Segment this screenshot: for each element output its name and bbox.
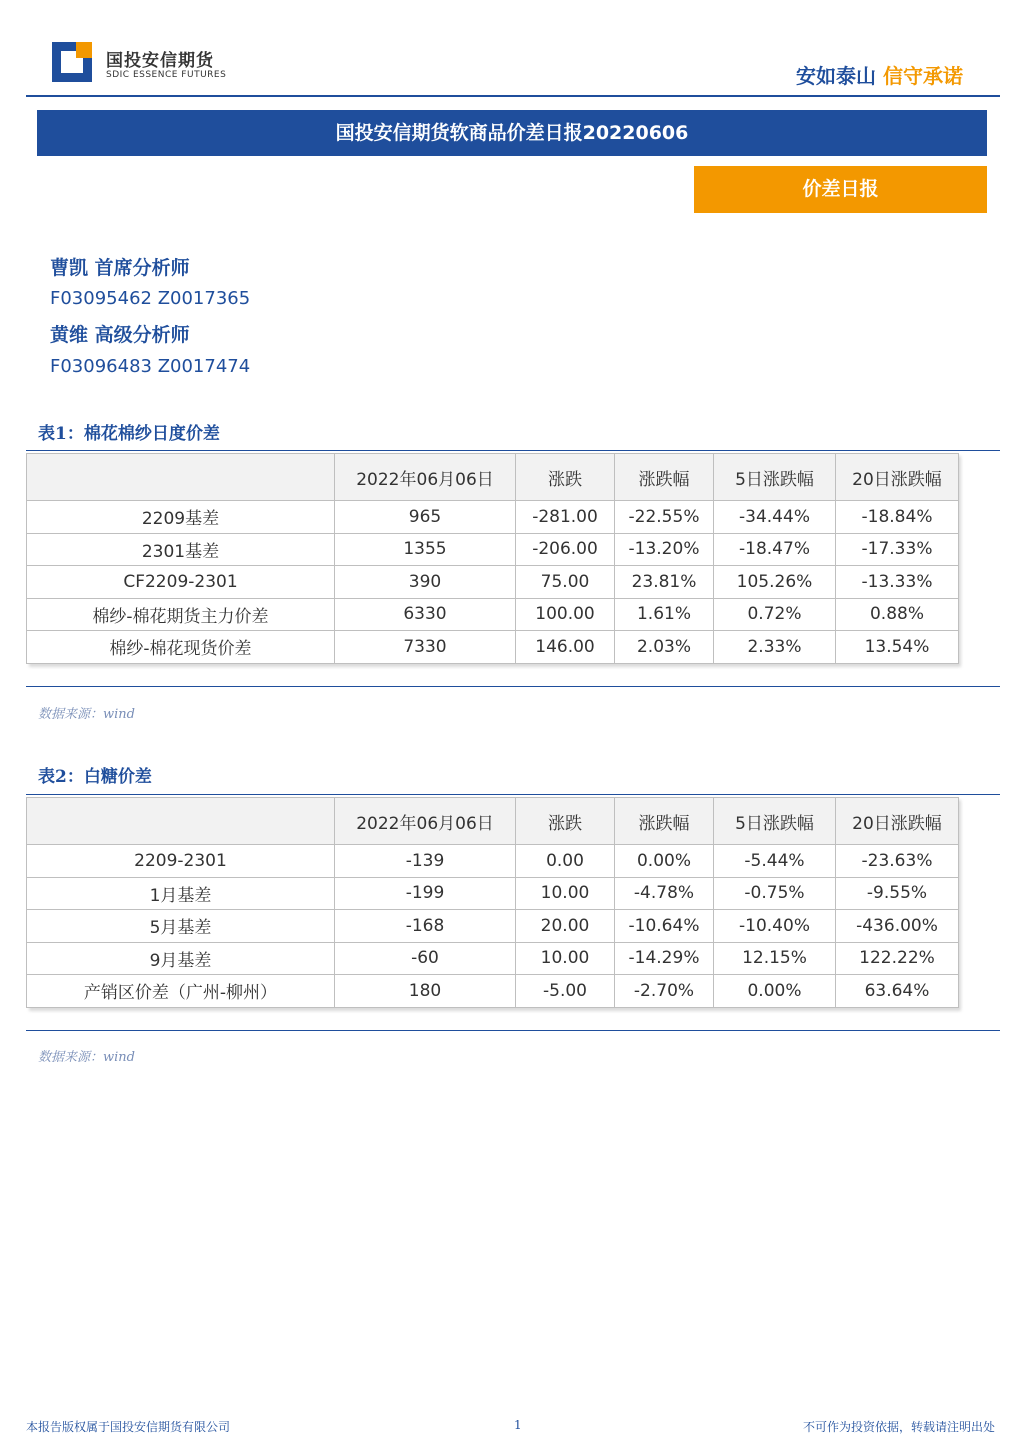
table-cell: -4.78% [615,877,714,910]
table-cell: -18.84% [836,501,959,534]
header-cell: 5日涨跌幅 [714,454,836,501]
table-cell: -2.70% [615,975,714,1008]
table-cell: 63.64% [836,975,959,1008]
table-row [27,975,959,1008]
table-cell: 1355 [335,533,516,566]
author-2-name: 黄维 高级分析师 [50,324,190,346]
header-cell [27,454,335,501]
table-cell: 10.00 [516,942,615,975]
table-cell: 13.54% [836,631,959,664]
table-cell: 20.00 [516,910,615,943]
footer-disclaimer: 不可作为投资依据，转载请注明出处 [802,1420,995,1434]
company-logo [52,40,252,88]
header-cell: 20日涨跌幅 [836,454,959,501]
report-tag: 价差日报 [694,166,987,213]
table-cell: 390 [335,566,516,599]
table-cell: -168 [335,910,516,943]
table1-source: 数据来源：wind [38,707,135,722]
author-2-ids: F03096483 Z0017474 [50,356,251,377]
table-cell: -436.00% [836,910,959,943]
header-cell [27,798,335,845]
table-cell: 产销区价差（广州-柳州） [27,975,335,1008]
header-cell: 涨跌 [516,454,615,501]
header-cell: 2022年06月06日 [335,798,516,845]
logo-en-text: SDIC ESSENCE FUTURES [106,70,227,80]
table-cell: 2301基差 [27,533,335,566]
table-cell: -9.55% [836,877,959,910]
header-cell: 20日涨跌幅 [836,798,959,845]
table-header-row [27,798,959,845]
table2-title: 表2：白糖价差 [38,767,152,787]
table-cell: -18.47% [714,533,836,566]
table2 [26,797,958,1008]
table1-title: 表1：棉花棉纱日度价差 [38,424,220,444]
table-cell: -199 [335,877,516,910]
table-row [27,598,959,631]
table-cell: 12.15% [714,942,836,975]
author-1-name: 曹凯 首席分析师 [50,257,190,279]
table-cell: 122.22% [836,942,959,975]
table-cell: 75.00 [516,566,615,599]
table-row [27,566,959,599]
table-cell: 9月基差 [27,942,335,975]
table-cell: 2.03% [615,631,714,664]
table-row [27,533,959,566]
table-cell: 棉纱-棉花期货主力价差 [27,598,335,631]
table-cell: -281.00 [516,501,615,534]
table2-bottom-rule [26,1030,1000,1031]
table-cell: -34.44% [714,501,836,534]
table1 [26,453,958,664]
table-row [27,631,959,664]
logo-mark-icon [52,42,98,86]
table-cell: 0.00% [714,975,836,1008]
table-cell: 105.26% [714,566,836,599]
table-cell: -14.29% [615,942,714,975]
table-row [27,910,959,943]
table-cell: -22.55% [615,501,714,534]
header-cell: 2022年06月06日 [335,454,516,501]
table-cell: -13.33% [836,566,959,599]
table2-source: 数据来源：wind [38,1050,135,1065]
table-cell: 0.00% [615,845,714,878]
footer-page-number: 1 [514,1418,522,1432]
slogan [796,60,963,89]
table-cell: 2209-2301 [27,845,335,878]
slogan-part1: 安如泰山 [796,64,877,88]
table-cell: 棉纱-棉花现货价差 [27,631,335,664]
table-cell: 2.33% [714,631,836,664]
table-cell: -60 [335,942,516,975]
table-cell: 180 [335,975,516,1008]
table-cell: -5.00 [516,975,615,1008]
header-cell: 涨跌 [516,798,615,845]
table-cell: 0.72% [714,598,836,631]
logo-cn-text: 国投安信期货 [106,51,214,71]
table-row [27,942,959,975]
report-title: 国投安信期货软商品价差日报20220606 [37,110,987,156]
author-1-ids: F03095462 Z0017365 [50,288,251,309]
slogan-part2: 信守承诺 [883,64,963,88]
table-cell: -139 [335,845,516,878]
table-row [27,845,959,878]
table-cell: 5月基差 [27,910,335,943]
table2-top-rule [26,794,1000,795]
table1-top-rule [26,450,1000,451]
header-cell: 涨跌幅 [615,798,714,845]
footer-copyright: 本报告版权属于国投安信期货有限公司 [26,1420,231,1434]
header-cell: 涨跌幅 [615,454,714,501]
table-header-row [27,454,959,501]
table-cell: -17.33% [836,533,959,566]
table-cell: 2209基差 [27,501,335,534]
table-cell: CF2209-2301 [27,566,335,599]
table-cell: 6330 [335,598,516,631]
header-divider [26,95,1000,97]
table-cell: -10.40% [714,910,836,943]
table-row [27,501,959,534]
table-cell: 0.88% [836,598,959,631]
table1-bottom-rule [26,686,1000,687]
table-cell: 1月基差 [27,877,335,910]
table-row [27,877,959,910]
table-cell: 10.00 [516,877,615,910]
table-cell: 146.00 [516,631,615,664]
table-cell: -5.44% [714,845,836,878]
table-cell: 965 [335,501,516,534]
table-cell: 7330 [335,631,516,664]
table-cell: 1.61% [615,598,714,631]
table-cell: -10.64% [615,910,714,943]
table-cell: -13.20% [615,533,714,566]
header-cell: 5日涨跌幅 [714,798,836,845]
table-cell: -0.75% [714,877,836,910]
table-cell: -206.00 [516,533,615,566]
table-cell: -23.63% [836,845,959,878]
table-cell: 100.00 [516,598,615,631]
table-cell: 0.00 [516,845,615,878]
table-cell: 23.81% [615,566,714,599]
